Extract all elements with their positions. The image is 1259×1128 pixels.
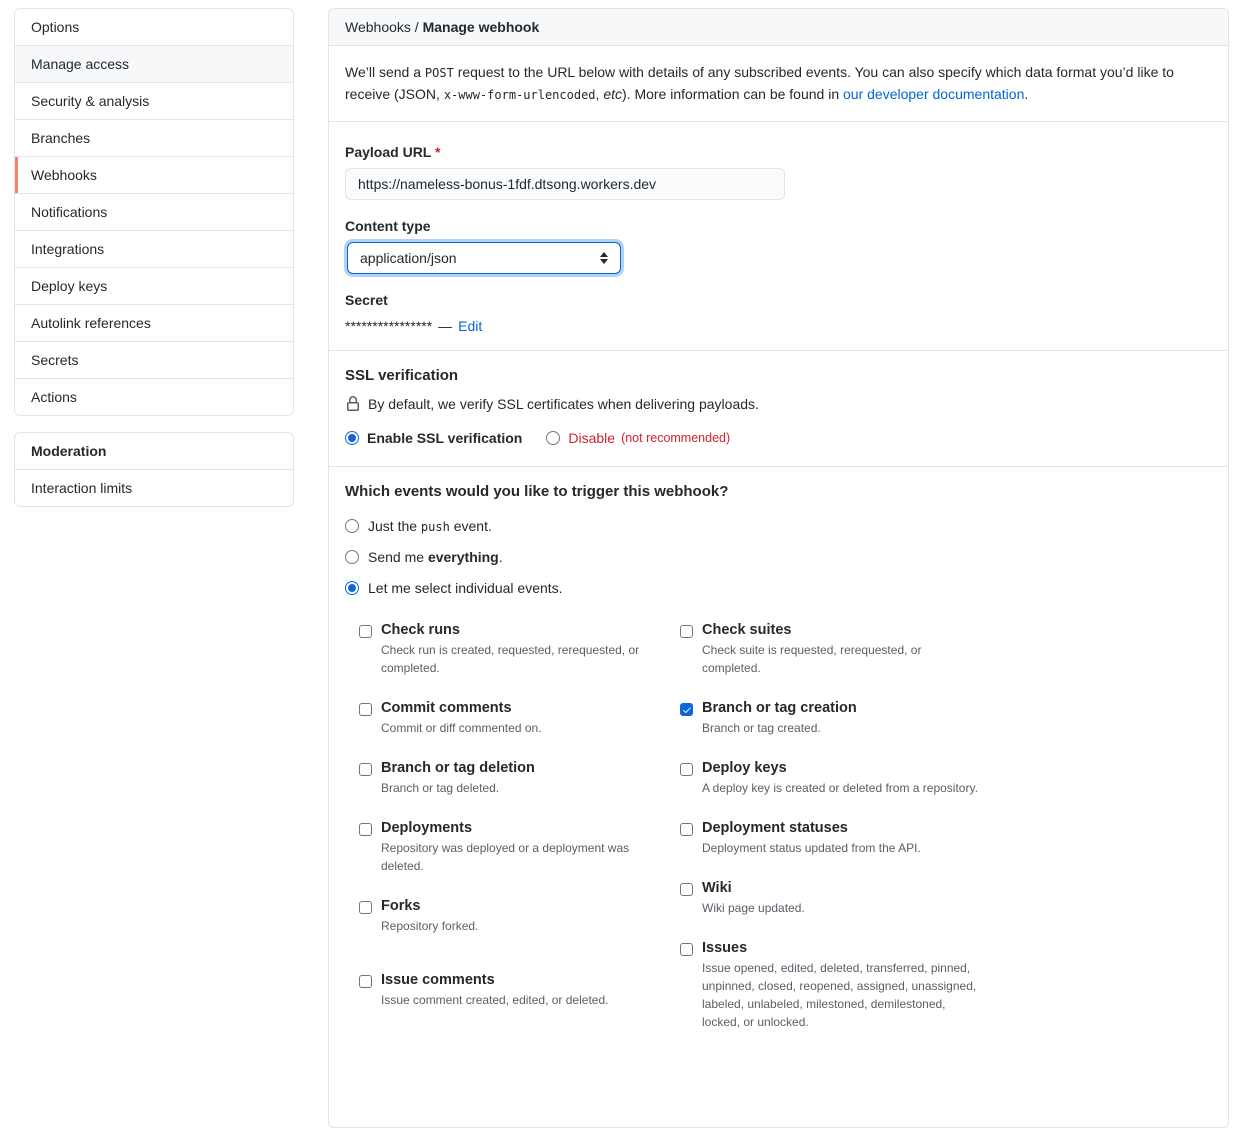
- event-choice-individual-label: Let me select individual events.: [368, 580, 563, 597]
- event-title: Deployment statuses: [702, 820, 848, 837]
- event-description: Repository forked.: [381, 919, 479, 934]
- event-title: Branch or tag creation: [702, 700, 857, 717]
- event-title: Branch or tag deletion: [381, 760, 535, 777]
- check-icon: [682, 705, 692, 715]
- checkbox-checked-icon[interactable]: [680, 703, 693, 716]
- secret-edit-link[interactable]: Edit: [458, 318, 483, 335]
- sidebar-item-interaction-limits[interactable]: Interaction limits: [15, 469, 293, 506]
- moderation-header: Moderation: [31, 443, 107, 459]
- breadcrumb-separator: /: [414, 19, 419, 35]
- events-section: [329, 467, 1228, 1070]
- content-type-select[interactable]: [347, 242, 621, 274]
- intro-text: .: [1024, 85, 1029, 102]
- secret-label: Secret: [345, 292, 388, 309]
- event-title: Check suites: [702, 622, 792, 639]
- events-question: Which events would you like to trigger this webhook?: [345, 483, 729, 501]
- sidebar-item-secrets[interactable]: Secrets: [15, 341, 293, 378]
- event-item-issues[interactable]: [680, 940, 980, 1031]
- event-title: Check runs: [381, 622, 460, 639]
- content-type-value: application/json: [360, 250, 457, 267]
- intro-code-post: POST: [424, 66, 454, 80]
- checkbox-unchecked-icon[interactable]: [680, 625, 693, 638]
- event-item-deploy-keys[interactable]: [680, 760, 980, 797]
- event-title: Forks: [381, 898, 421, 915]
- checkbox-unchecked-icon[interactable]: [680, 763, 693, 776]
- choice-code-push: push: [420, 520, 450, 535]
- event-choice-individual[interactable]: [345, 580, 1212, 596]
- radio-unchecked-icon[interactable]: [546, 431, 560, 445]
- checkbox-unchecked-icon[interactable]: [680, 823, 693, 836]
- event-item-branch-tag-deletion[interactable]: [359, 760, 659, 797]
- event-description: Deployment status updated from the API.: [702, 841, 921, 856]
- checkbox-unchecked-icon[interactable]: [359, 703, 372, 716]
- moderation-menu: [14, 432, 294, 507]
- event-description: Repository was deployed or a deployment was deleted.: [381, 841, 630, 874]
- required-asterisk: *: [435, 144, 441, 161]
- event-title: Deploy keys: [702, 760, 787, 777]
- checkbox-unchecked-icon[interactable]: [680, 883, 693, 896]
- payload-url-input[interactable]: [345, 168, 785, 200]
- intro-text: ). More information can be found in: [622, 85, 844, 102]
- intro-etc: etc: [603, 85, 622, 102]
- checkbox-unchecked-icon[interactable]: [359, 975, 372, 988]
- event-column-right: [680, 622, 980, 1054]
- sidebar-item-actions[interactable]: Actions: [15, 378, 293, 415]
- sidebar-item-security-analysis[interactable]: Security & analysis: [15, 82, 293, 119]
- event-description: Branch or tag created.: [702, 721, 821, 736]
- sidebar-item-deploy-keys[interactable]: Deploy keys: [15, 267, 293, 304]
- sidebar-item-integrations[interactable]: Integrations: [15, 230, 293, 267]
- ssl-disable-note: (not recommended): [621, 431, 731, 446]
- radio-checked-icon[interactable]: [345, 431, 359, 445]
- event-description: Branch or tag deleted.: [381, 781, 500, 796]
- intro-text: ,: [595, 85, 604, 102]
- sidebar-item-autolink-references[interactable]: Autolink references: [15, 304, 293, 341]
- event-item-forks[interactable]: [359, 898, 659, 935]
- updown-caret-icon: [600, 252, 608, 264]
- sidebar-item-options[interactable]: Options: [15, 9, 293, 45]
- event-item-wiki[interactable]: [680, 880, 980, 917]
- event-item-deployment-statuses[interactable]: [680, 820, 980, 857]
- ssl-verification-section: [329, 351, 1228, 467]
- breadcrumb-webhooks-link[interactable]: Webhooks: [345, 19, 411, 35]
- event-item-deployments[interactable]: [359, 820, 659, 875]
- intro-code-urlencoded: x-www-form-urlencoded: [443, 87, 596, 102]
- event-item-branch-tag-creation[interactable]: [680, 700, 980, 737]
- event-choice-everything[interactable]: [345, 549, 1212, 565]
- checkbox-unchecked-icon[interactable]: [680, 943, 693, 956]
- sidebar-item-webhooks[interactable]: Webhooks: [15, 156, 293, 193]
- radio-unchecked-icon[interactable]: [345, 550, 359, 564]
- event-description: Wiki page updated.: [702, 901, 805, 916]
- secret-separator: —: [438, 318, 453, 335]
- radio-unchecked-icon[interactable]: [345, 519, 359, 533]
- intro-text: We’ll send a: [345, 64, 425, 80]
- intro-text: request to the URL below with details of any subscribed events. You can also specify which data format you’d like to receive (JSON,: [345, 64, 1174, 102]
- event-item-check-suites[interactable]: [680, 622, 980, 677]
- manage-webhook-panel: [328, 8, 1229, 1128]
- event-title: Wiki: [702, 880, 732, 897]
- event-description: Issue comment created, edited, or deleted.: [381, 993, 609, 1008]
- webhook-form: [329, 122, 1228, 351]
- payload-url-label: [345, 144, 1212, 160]
- event-description: Commit or diff commented on.: [381, 721, 542, 736]
- sidebar-item-manage-access[interactable]: Manage access: [15, 45, 293, 82]
- ssl-note-text: By default, we verify SSL certificates when delivering payloads.: [368, 396, 759, 413]
- event-title: Commit comments: [381, 700, 512, 717]
- lock-icon: [345, 396, 361, 412]
- ssl-disable-label: Disable: [568, 430, 616, 447]
- event-description: Check run is created, requested, rerequested, or completed.: [381, 643, 640, 676]
- checkbox-unchecked-icon[interactable]: [359, 763, 372, 776]
- choice-text: .: [498, 549, 503, 566]
- ssl-disable-option[interactable]: [546, 430, 730, 446]
- payload-url-label-text: Payload URL: [345, 144, 432, 161]
- sidebar-item-notifications[interactable]: Notifications: [15, 193, 293, 230]
- event-choice-push[interactable]: [345, 518, 1212, 534]
- choice-bold-everything: everything: [427, 549, 499, 566]
- event-column-left: [359, 622, 659, 1054]
- ssl-enable-option[interactable]: [345, 430, 522, 446]
- event-item-check-runs[interactable]: [359, 622, 659, 677]
- event-title: Issues: [702, 940, 748, 957]
- checkbox-unchecked-icon[interactable]: [359, 625, 372, 638]
- event-choice-everything-label: [368, 549, 503, 565]
- event-title: Deployments: [381, 820, 473, 837]
- sidebar-item-branches[interactable]: Branches: [15, 119, 293, 156]
- radio-checked-icon[interactable]: [345, 581, 359, 595]
- choice-text: event.: [449, 518, 492, 535]
- breadcrumb: [329, 9, 1228, 46]
- content-type-label: Content type: [345, 218, 431, 235]
- event-description: Issue opened, edited, deleted, transferred, pinned, unpinned, closed, reopened, assigned, unassigned, labeled, unlabeled, milestoned, demilestoned, locked, or unlocked.: [702, 961, 977, 1030]
- secret-masked-value: ****************: [345, 318, 433, 335]
- checkbox-unchecked-icon[interactable]: [359, 901, 372, 914]
- event-grid: [359, 622, 1212, 1054]
- page-title: Manage webhook: [422, 19, 540, 35]
- checkbox-unchecked-icon[interactable]: [359, 823, 372, 836]
- event-title: Issue comments: [381, 972, 495, 989]
- event-description: Check suite is requested, rerequested, or completed.: [702, 643, 922, 676]
- settings-sidebar: [14, 8, 294, 507]
- developer-documentation-link[interactable]: our developer documentation: [843, 85, 1025, 102]
- event-item-commit-comments[interactable]: [359, 700, 659, 737]
- settings-menu: [14, 8, 294, 416]
- ssl-enable-label: Enable SSL verification: [367, 430, 523, 447]
- event-description: A deploy key is created or deleted from a repository.: [702, 781, 978, 796]
- ssl-section-title: SSL verification: [345, 367, 459, 385]
- choice-text: Send me: [368, 549, 428, 566]
- choice-text: Just the: [368, 518, 421, 535]
- event-choice-push-label: [368, 518, 492, 534]
- webhook-intro: [329, 46, 1228, 122]
- event-item-issue-comments[interactable]: [359, 972, 659, 1009]
